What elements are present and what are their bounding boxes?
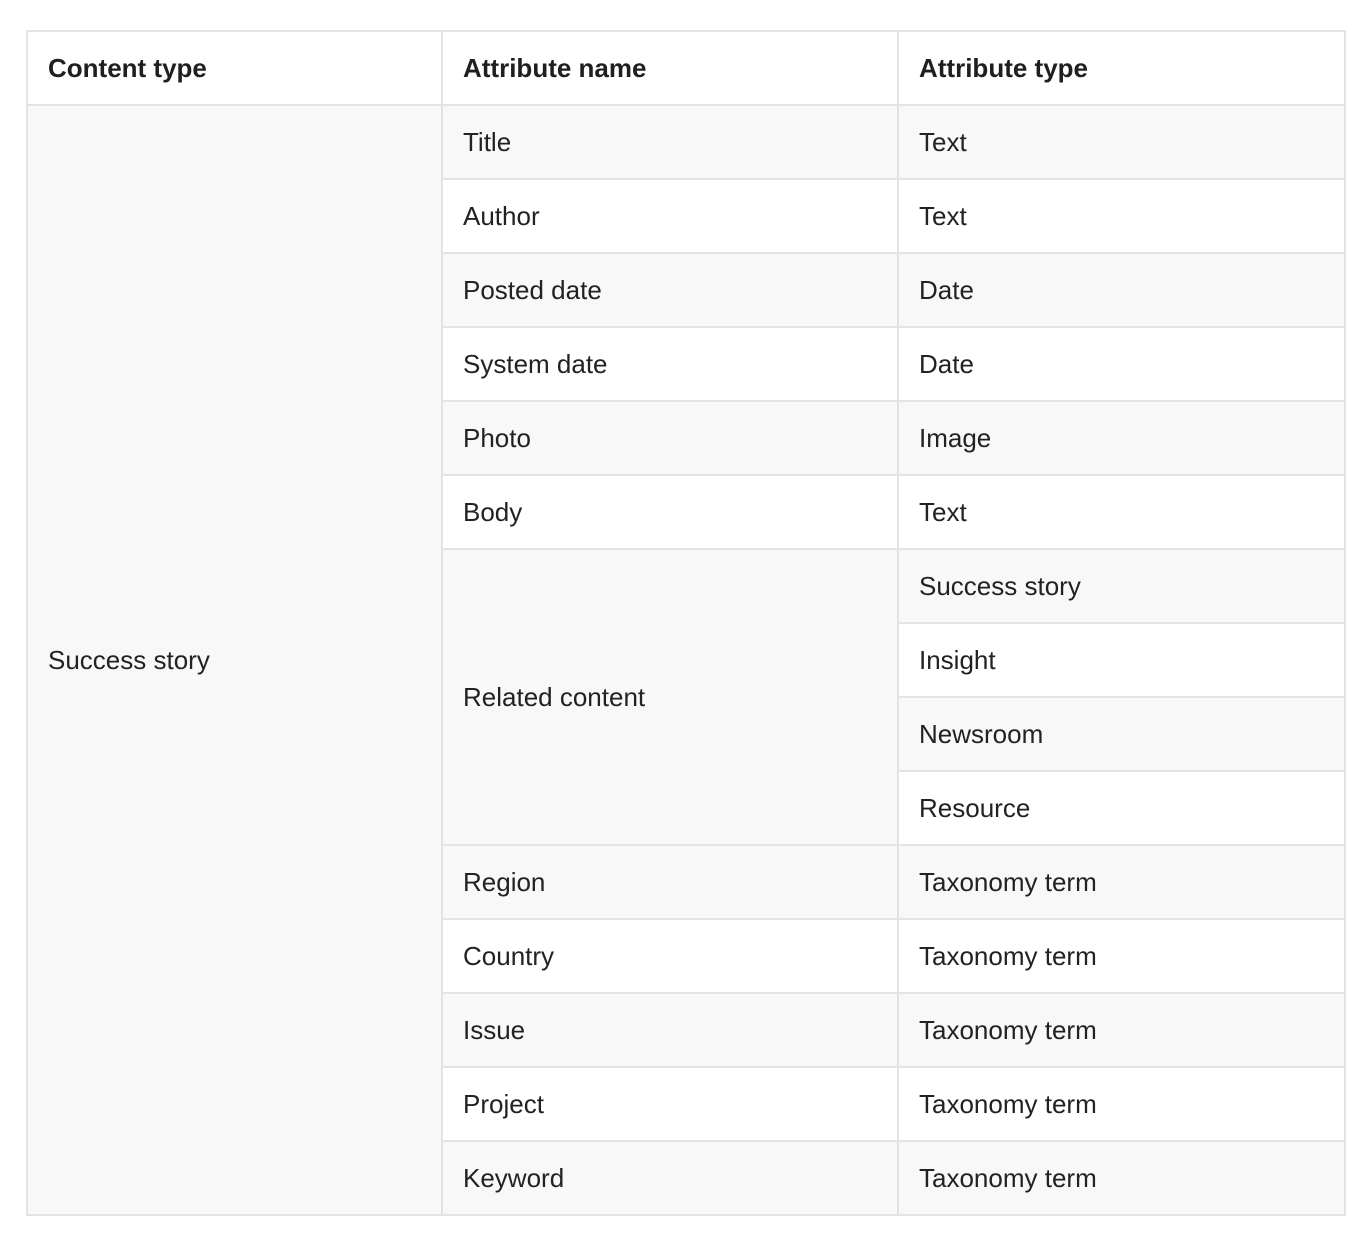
attribute-name-cell: System date: [442, 327, 898, 401]
attribute-type-cell: Text: [898, 105, 1345, 179]
attribute-type-cell: Taxonomy term: [898, 919, 1345, 993]
attribute-type-cell: Text: [898, 179, 1345, 253]
table-header: [27, 31, 1345, 105]
attribute-type-cell: Taxonomy term: [898, 845, 1345, 919]
attribute-type-cell: Success story: [898, 549, 1345, 623]
attribute-type-cell: Taxonomy term: [898, 1067, 1345, 1141]
attribute-type-cell: Date: [898, 327, 1345, 401]
attribute-name-cell: Issue: [442, 993, 898, 1067]
table-body: [27, 105, 1345, 1215]
attribute-name-cell: Keyword: [442, 1141, 898, 1215]
attribute-type-cell: Text: [898, 475, 1345, 549]
header-attribute-name: Attribute name: [442, 31, 898, 105]
attribute-type-cell: Date: [898, 253, 1345, 327]
attribute-name-cell: Related content: [442, 549, 898, 845]
attribute-type-cell: Taxonomy term: [898, 993, 1345, 1067]
content-type-cell: Success story: [27, 105, 442, 1215]
attribute-name-cell: Posted date: [442, 253, 898, 327]
attribute-type-cell: Newsroom: [898, 697, 1345, 771]
attribute-type-cell: Image: [898, 401, 1345, 475]
attribute-name-cell: Photo: [442, 401, 898, 475]
attribute-name-cell: Region: [442, 845, 898, 919]
attribute-name-cell: Title: [442, 105, 898, 179]
header-attribute-type: Attribute type: [898, 31, 1345, 105]
table-row: [27, 105, 1345, 179]
attribute-name-cell: Country: [442, 919, 898, 993]
attribute-type-cell: Insight: [898, 623, 1345, 697]
header-row: [27, 31, 1345, 105]
header-content-type: Content type: [27, 31, 442, 105]
attribute-name-cell: Project: [442, 1067, 898, 1141]
attribute-name-cell: Author: [442, 179, 898, 253]
attribute-name-cell: Body: [442, 475, 898, 549]
attribute-type-cell: Taxonomy term: [898, 1141, 1345, 1215]
attribute-type-cell: Resource: [898, 771, 1345, 845]
content-attributes-table: [26, 30, 1346, 1216]
